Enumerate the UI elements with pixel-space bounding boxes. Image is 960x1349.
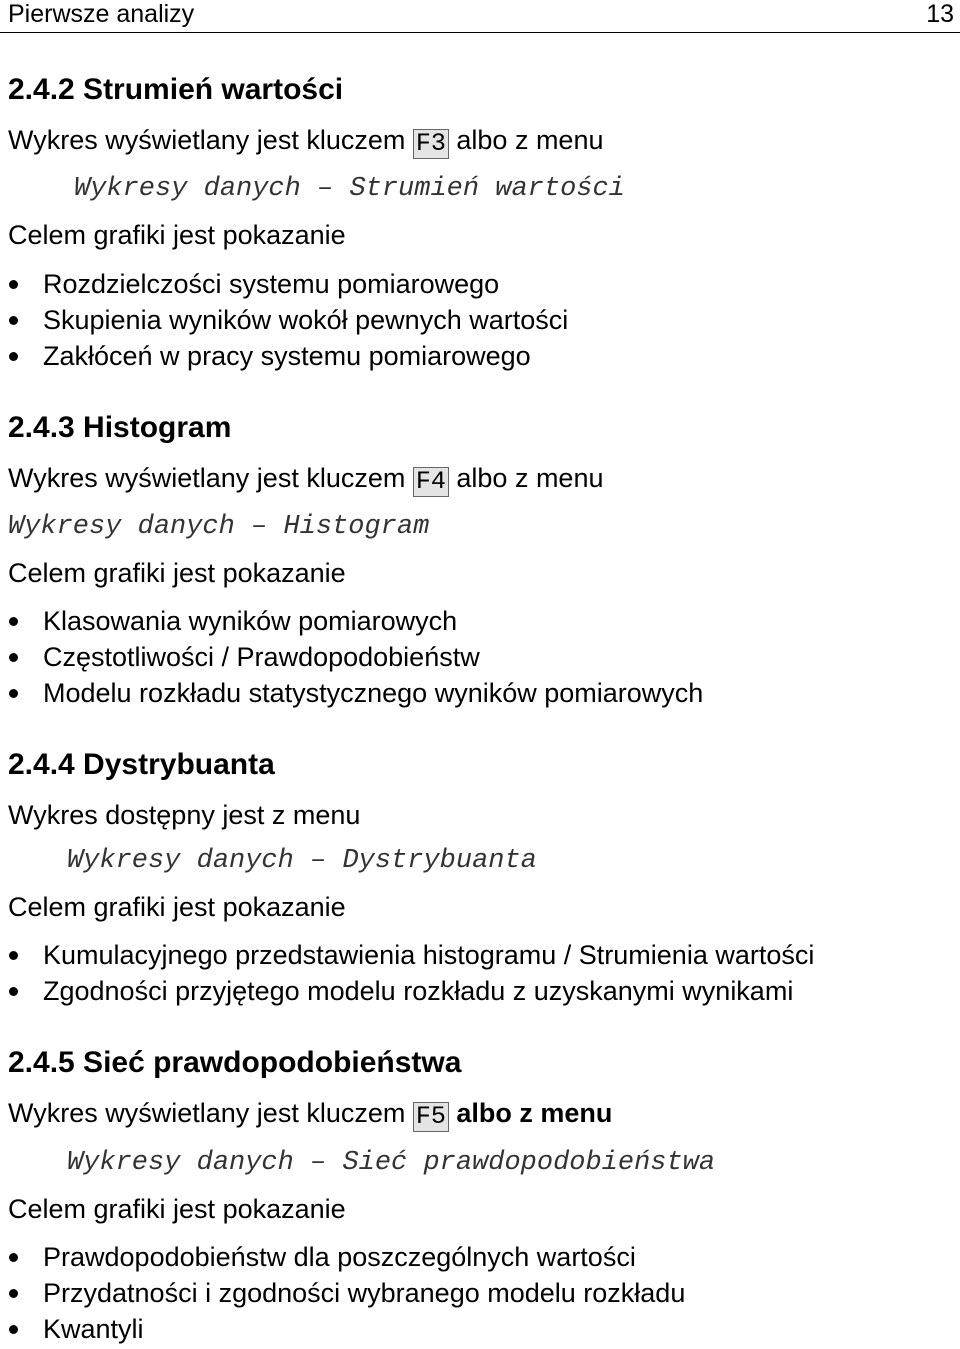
header-title: Pierwsze analizy	[8, 0, 195, 28]
intro-text: Wykres wyświetlany jest kluczem	[8, 463, 406, 493]
section-intro	[8, 124, 603, 158]
menu-path: Wykresy danych – Sieć prawdopodobieństwa	[67, 1148, 716, 1178]
bullet-icon	[9, 689, 18, 698]
intro-text-after: albo z menu	[456, 1098, 613, 1128]
bullet-icon	[9, 352, 18, 361]
section-heading: 2.4.3 Histogram	[8, 411, 232, 444]
section-intro	[8, 1097, 612, 1131]
key-badge: F5	[413, 1102, 449, 1132]
menu-path: Wykresy danych – Strumień wartości	[74, 174, 625, 204]
bullet-icon	[9, 316, 18, 325]
section-purpose: Celem grafiki jest pokazanie	[8, 1194, 346, 1224]
intro-text: Wykres wyświetlany jest kluczem	[8, 125, 406, 155]
section-intro: Wykres dostępny jest z menu	[8, 800, 361, 830]
bullet-icon	[9, 1289, 18, 1298]
bullet-icon	[9, 617, 18, 626]
section-intro	[8, 462, 603, 496]
bullet-icon	[9, 987, 18, 996]
bullet-icon	[9, 653, 18, 662]
section-heading: 2.4.2 Strumień wartości	[8, 73, 344, 106]
key-badge: F4	[413, 467, 449, 497]
key-badge: F3	[413, 129, 449, 159]
intro-text-after: albo z menu	[456, 125, 604, 155]
bullet-icon	[9, 951, 18, 960]
page-number: 13	[926, 0, 954, 28]
section-purpose: Celem grafiki jest pokazanie	[8, 892, 346, 922]
section-heading: 2.4.4 Dystrybuanta	[8, 748, 275, 781]
menu-path: Wykresy danych – Dystrybuanta	[67, 846, 537, 876]
intro-text: Wykres wyświetlany jest kluczem	[8, 1098, 406, 1128]
bullet-icon	[9, 1325, 18, 1334]
intro-text-after: albo z menu	[456, 463, 604, 493]
section-purpose: Celem grafiki jest pokazanie	[8, 558, 346, 588]
menu-path: Wykresy danych – Histogram	[8, 512, 430, 542]
section-purpose: Celem grafiki jest pokazanie	[8, 220, 346, 250]
bullet-icon	[9, 280, 18, 289]
section-heading: 2.4.5 Sieć prawdopodobieństwa	[8, 1046, 462, 1079]
page-header	[0, 0, 960, 33]
bullet-icon	[9, 1253, 18, 1262]
